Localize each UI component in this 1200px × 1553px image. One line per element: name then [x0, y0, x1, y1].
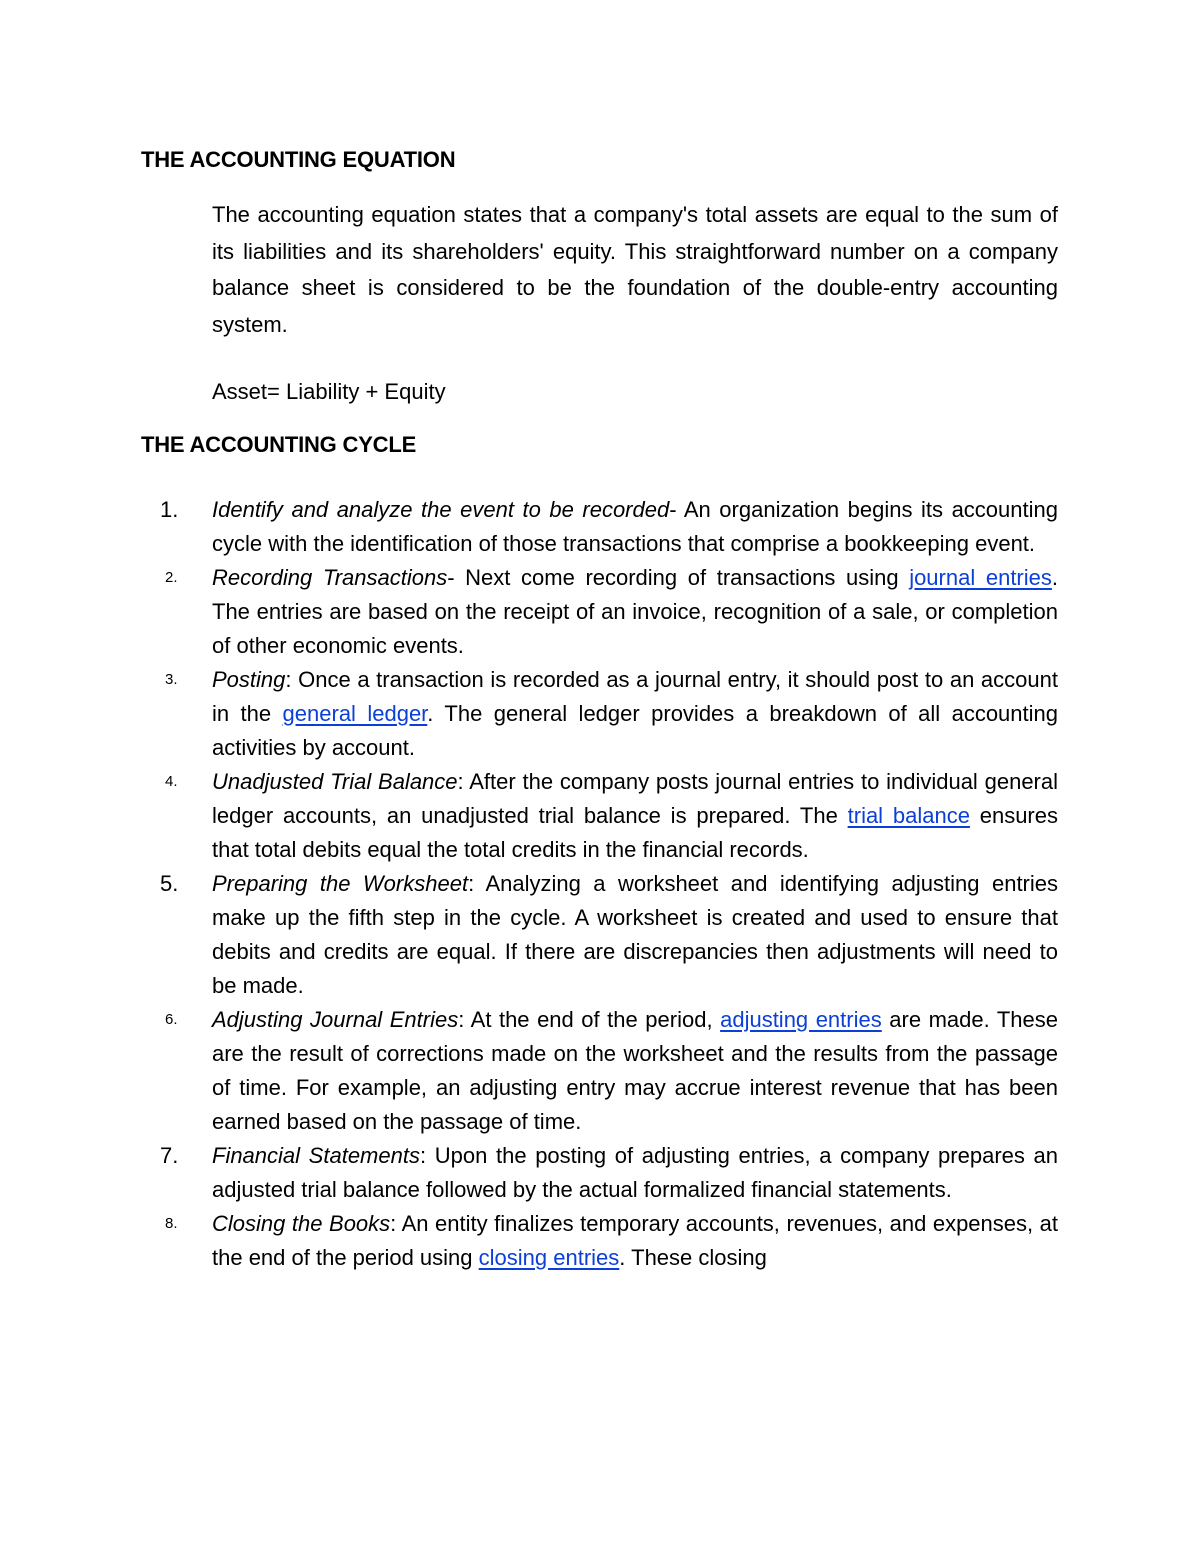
step-number: 8. [165, 1215, 178, 1232]
step-term: Identify and analyze the event to be recorded [212, 497, 670, 522]
heading-accounting-cycle: THE ACCOUNTING CYCLE [141, 432, 417, 457]
step-separator: : [457, 769, 470, 794]
step-number: 3. [165, 671, 178, 688]
step-4 [165, 765, 1058, 867]
step-7 [160, 1139, 1058, 1207]
step-separator: : [390, 1211, 402, 1236]
step-5 [160, 867, 1059, 1003]
step-separator: : [285, 667, 299, 692]
step-text-after: . The general ledger provides a breakdown of all accounting activities by account. [212, 701, 1058, 760]
step-separator: : [458, 1007, 471, 1032]
step-separator: - [447, 565, 466, 590]
step-term: Posting [212, 667, 286, 692]
step-text: Once a transaction is recorded as a journal entry, it should post to an account in the [212, 667, 1058, 726]
step-separator: : [468, 871, 486, 896]
step-number: 4. [165, 773, 178, 790]
step-text: Next come recording of transactions using [465, 565, 910, 590]
adjusting-entries-link[interactable]: adjusting entries [720, 1007, 882, 1032]
general-ledger-link[interactable]: general ledger [282, 701, 428, 726]
step-term: Unadjusted Trial Balance [212, 769, 458, 794]
step-text: An entity finalizes temporary accounts, revenues, and expenses, at the end of the period using [212, 1211, 1059, 1270]
step-6 [165, 1003, 1059, 1139]
step-number: 5. [160, 871, 179, 896]
heading-accounting-equation: THE ACCOUNTING EQUATION [141, 147, 456, 172]
accounting-equation-formula: Asset= Liability + Equity [212, 379, 446, 404]
accounting-equation-paragraph: The accounting equation states that a company's total assets are equal to the sum of its liabilities and its shareholders' equity. This straightforward number on a company balance sheet is considered to be the foundation of the double-entry accounting system. [212, 202, 1058, 337]
step-number: 7. [160, 1143, 179, 1168]
step-text: Upon the posting of adjusting entries, a company prepares an adjusted trial balance followed by the actual formalized financial statements. [212, 1143, 1058, 1202]
step-number: 6. [165, 1011, 178, 1028]
trial-balance-link[interactable]: trial balance [847, 803, 970, 828]
step-term: Recording Transactions [212, 565, 448, 590]
step-number: 2. [165, 569, 178, 586]
step-text-after: are made. These are the result of corrections made on the worksheet and the results from the passage of time. For example, an adjusting entry may accrue interest revenue that has been earned based on the passage of time. [212, 1007, 1059, 1134]
step-text: Analyzing a worksheet and identifying adjusting entries make up the fifth step in the cycle. A worksheet is created and used to ensure that debits and credits are equal. If there are discrepancies then adjustments will need to be made. [212, 871, 1059, 998]
step-term: Closing the Books [212, 1211, 391, 1236]
step-text: After the company posts journal entries to individual general ledger accounts, an unadjusted trial balance is prepared. The [212, 769, 1058, 828]
step-separator: : [419, 1143, 435, 1168]
step-8 [165, 1207, 1059, 1275]
closing-entries-link[interactable]: closing entries [478, 1245, 620, 1270]
step-text: An organization begins its accounting cycle with the identification of those transactions that comprise a bookkeeping event. [212, 497, 1058, 556]
step-text-after: . The entries are based on the receipt of an invoice, recognition of a sale, or completion of other economic events. [212, 565, 1059, 658]
step-text: At the end of the period, [470, 1007, 721, 1032]
step-separator: - [669, 497, 684, 522]
step-text-after: ensures that total debits equal the total credits in the financial records. [212, 803, 1058, 862]
step-term: Preparing the Worksheet [212, 871, 469, 896]
step-3 [165, 663, 1058, 765]
accounting-cycle-steps [160, 493, 1059, 1275]
step-term: Financial Statements [212, 1143, 420, 1168]
journal-entries-link[interactable]: journal entries [909, 565, 1052, 590]
step-term: Adjusting Journal Entries [212, 1007, 459, 1032]
step-text-after: . These closing [619, 1245, 767, 1270]
step-2 [165, 561, 1059, 663]
step-number: 1. [160, 497, 179, 522]
step-1 [160, 493, 1058, 561]
